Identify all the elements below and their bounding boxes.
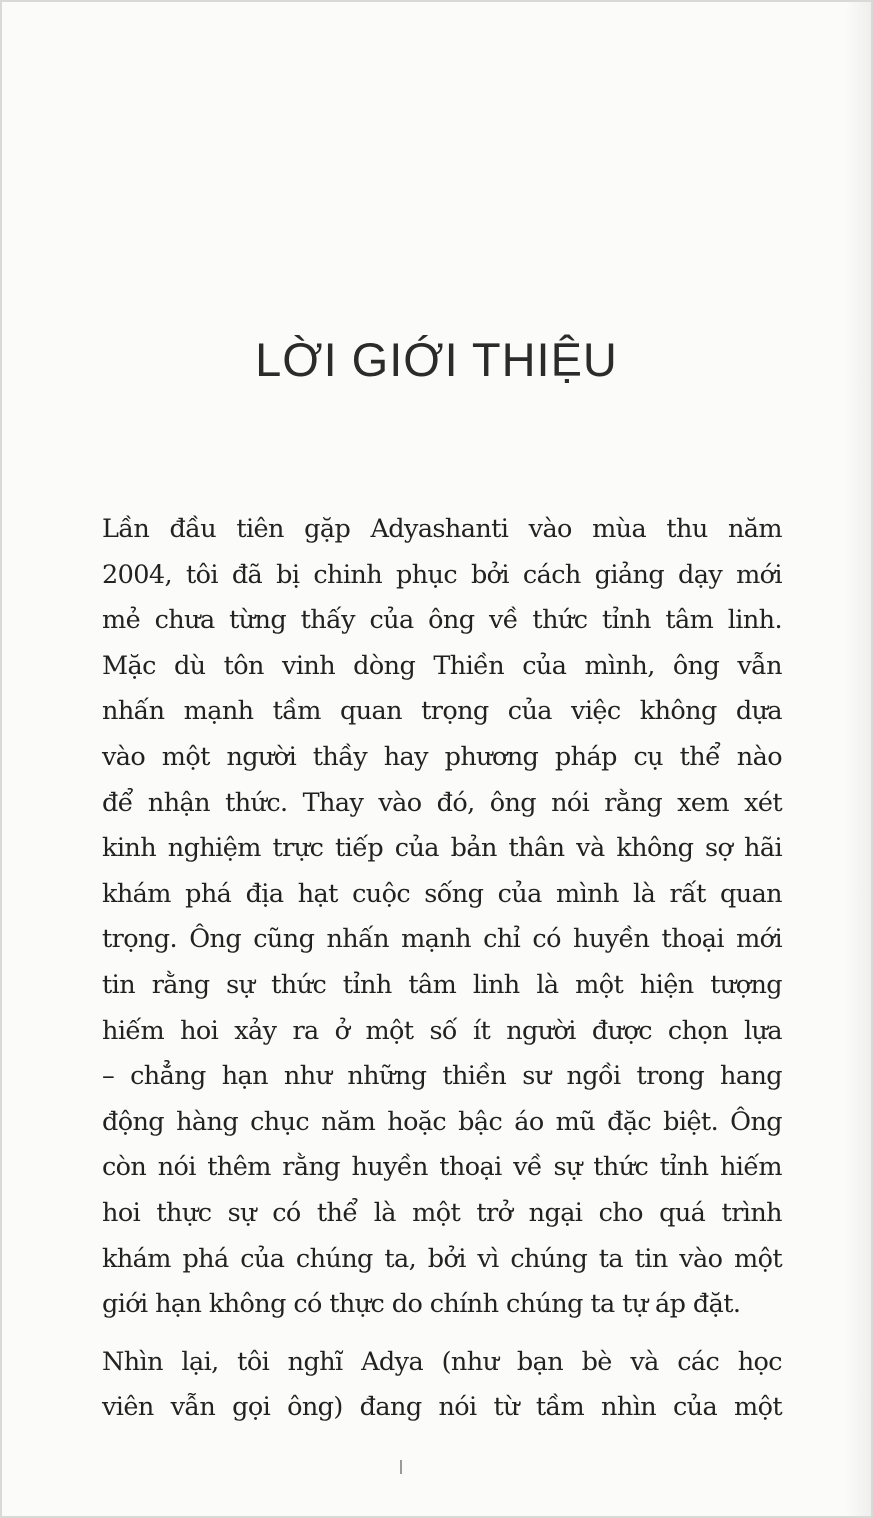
text-line: khám phá địa hạt cuộc sống của mình là rất quan [102,878,782,909]
paragraph-1 [102,507,782,1328]
text-line: giới hạn không có thực do chính chúng ta tự áp đặt. [102,1289,741,1320]
text-line: để nhận thức. Thay vào đó, ông nói rằng xem xét [102,787,782,818]
text-line: trọng. Ông cũng nhấn mạnh chỉ có huyền thoại mới [102,924,782,955]
page-mark [400,1460,402,1474]
text-line: vào một người thầy hay phương pháp cụ thể nào [102,741,782,772]
text-line: còn nói thêm rằng huyền thoại về sự thức tỉnh hiếm [102,1152,782,1183]
paragraph-2 [102,1340,782,1431]
text-line: hoi thực sự có thể là một trở ngại cho quá trình [102,1197,782,1228]
page-edge-shadow [845,2,871,1516]
text-line: mẻ chưa từng thấy của ông về thức tỉnh tâm linh. [102,605,782,636]
text-line: Mặc dù tôn vinh dòng Thiền của mình, ông vẫn [102,650,782,681]
body-text [102,507,782,1431]
text-line: nhấn mạnh tầm quan trọng của việc không dựa [102,696,782,727]
text-line: tin rằng sự thức tỉnh tâm linh là một hiện tượng [102,969,782,1000]
text-line: kinh nghiệm trực tiếp của bản thân và không sợ hãi [102,833,782,864]
text-line: viên vẫn gọi ông) đang nói từ tầm nhìn của một [102,1392,782,1423]
text-line: hiếm hoi xảy ra ở một số ít người được chọn lựa [102,1015,782,1046]
text-line: khám phá của chúng ta, bởi vì chúng ta tin vào một [102,1243,782,1274]
text-line: Lần đầu tiên gặp Adyashanti vào mùa thu năm [102,514,782,544]
text-line: 2004, tôi đã bị chinh phục bởi cách giảng dạy mới [102,559,782,590]
text-line: – chẳng hạn như những thiền sư ngồi trong hang [102,1061,782,1092]
text-line: Nhìn lại, tôi nghĩ Adya (như bạn bè và các học [102,1346,782,1377]
chapter-title: LỜI GIỚI THIỆU [255,333,618,386]
text-line: động hàng chục năm hoặc bậc áo mũ đặc biệt. Ông [102,1106,782,1137]
